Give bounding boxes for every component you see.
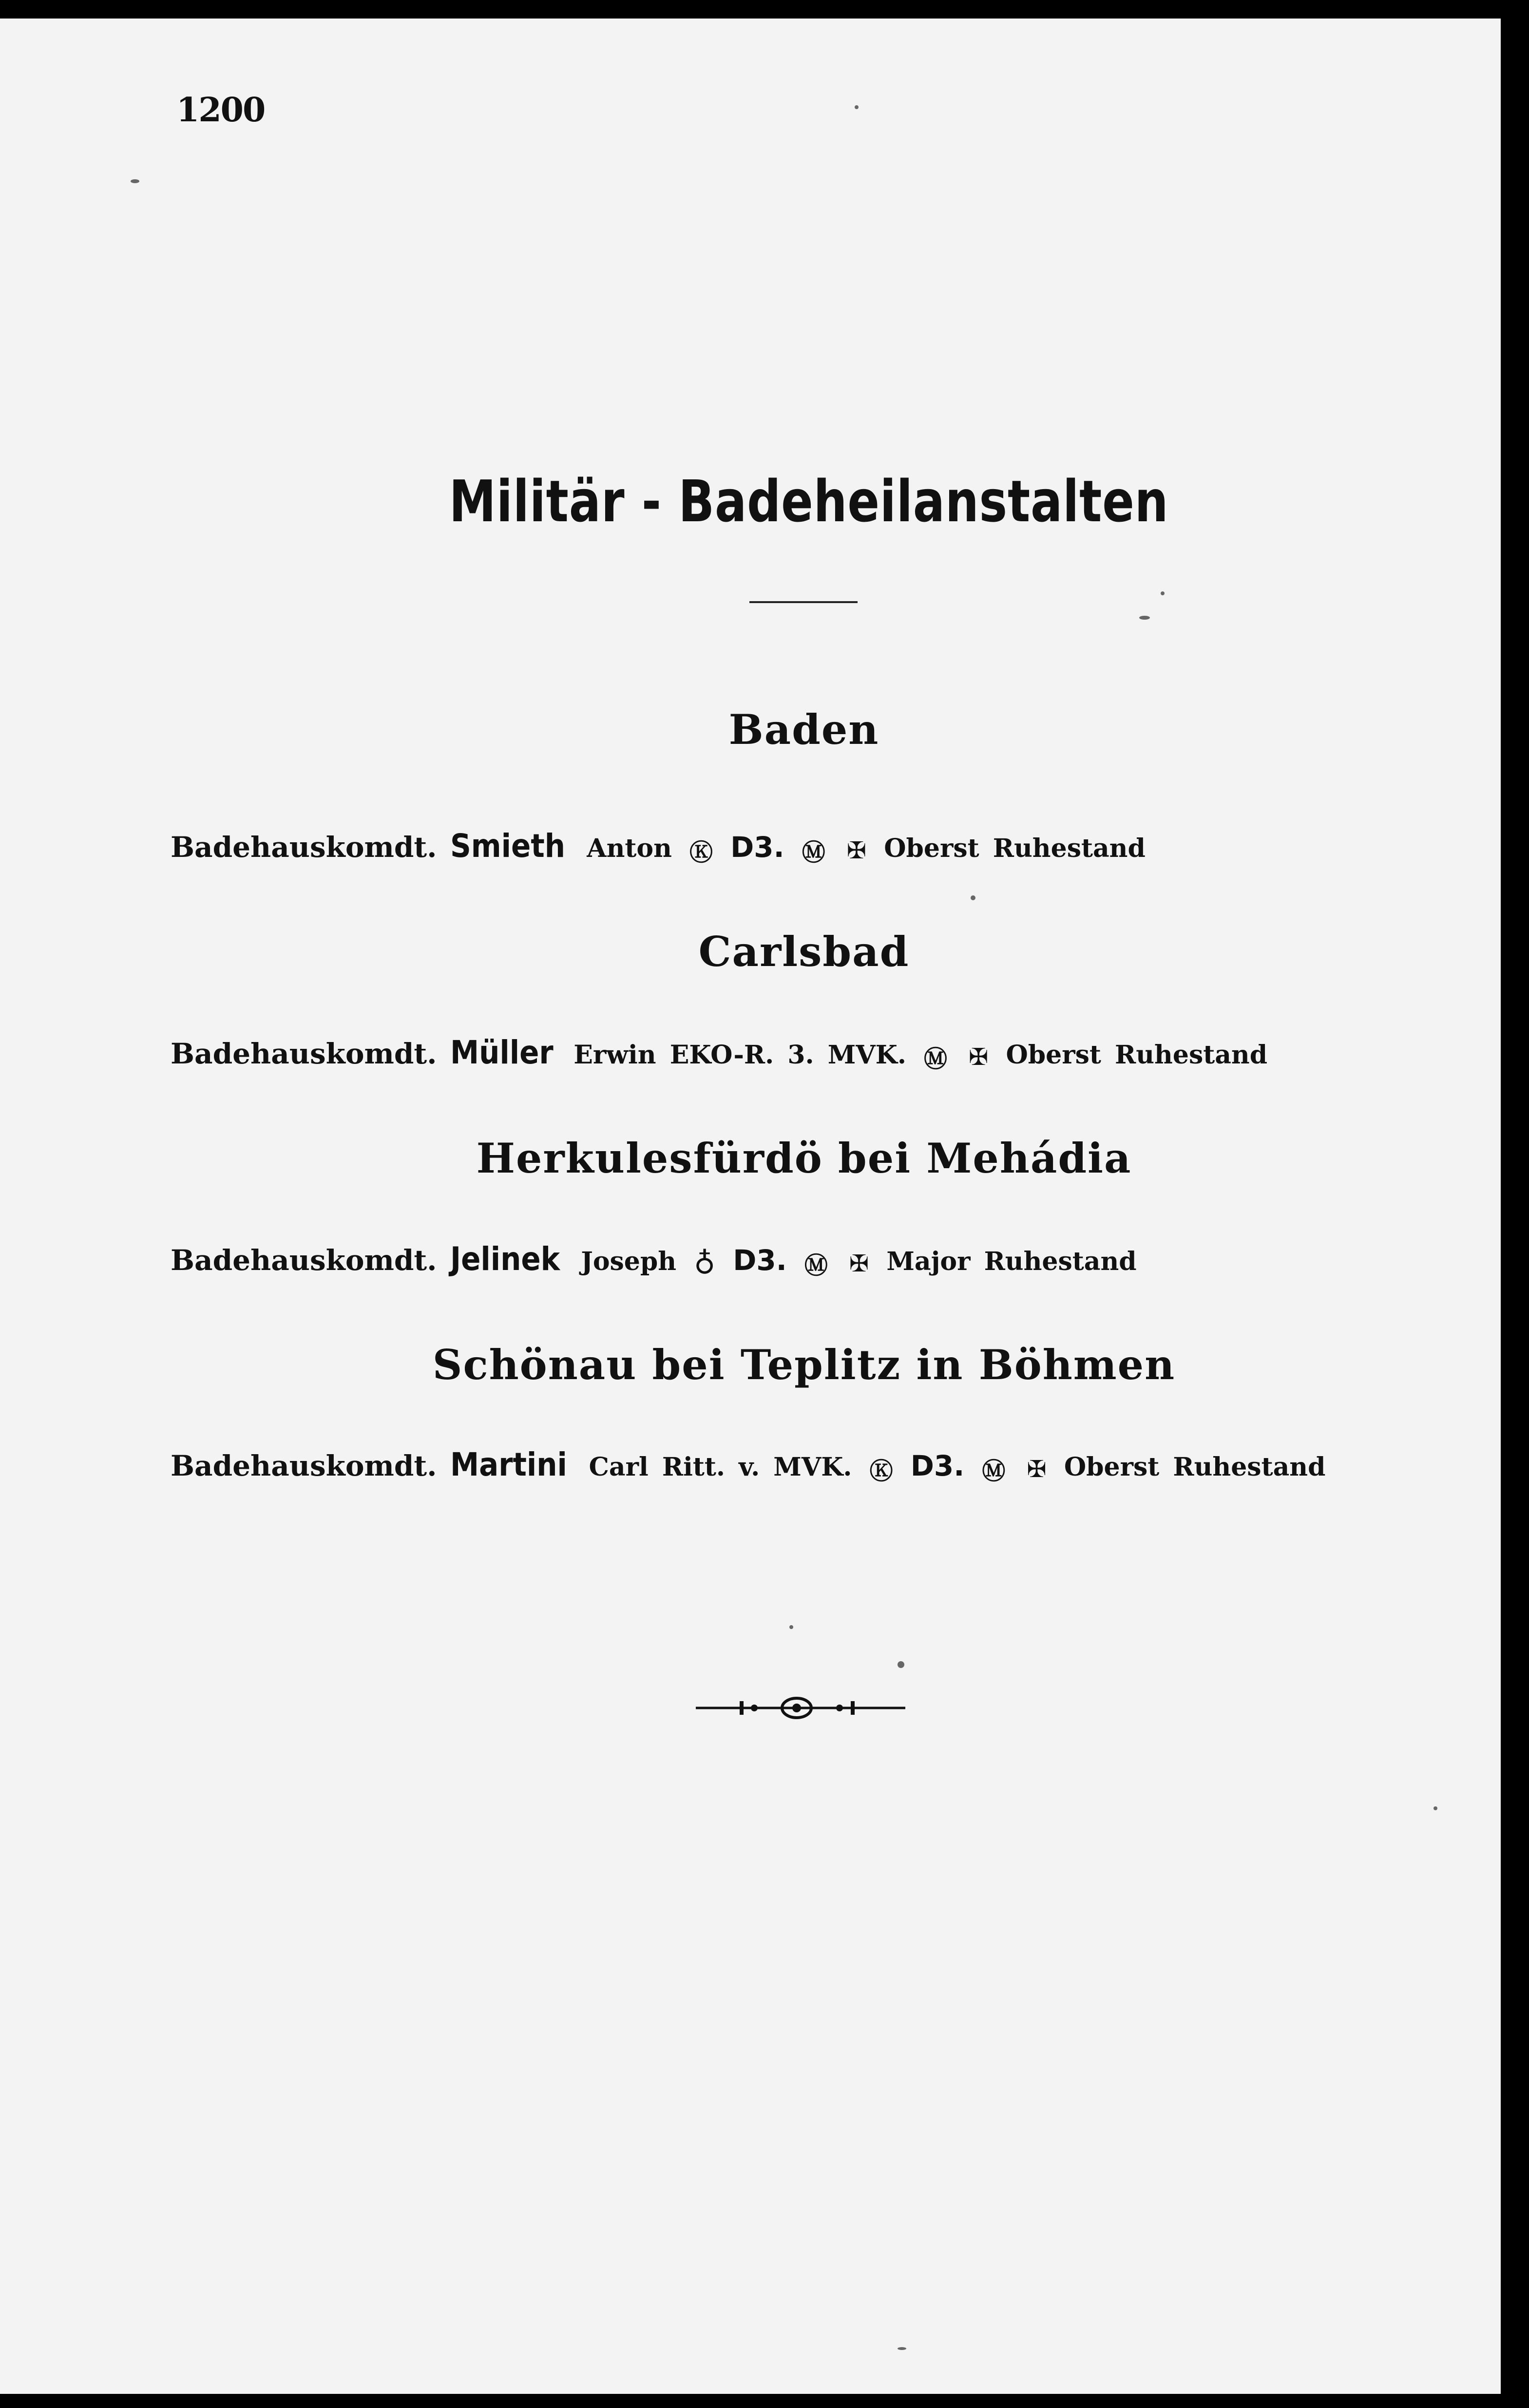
entry-rank-status: Oberst Ruhestand <box>1064 1452 1326 1482</box>
scan-speck <box>1139 616 1150 620</box>
scan-speck <box>898 2347 906 2350</box>
entry-role: Badehauskomdt. <box>171 1449 437 1482</box>
cross-icon: ✠ <box>846 836 867 864</box>
section-heading-carlsbad: Carlsbad <box>698 928 910 976</box>
entry-d3: D3. <box>910 1449 965 1482</box>
entry-role: Badehauskomdt. <box>171 831 437 864</box>
entry-rank-status: Oberst Ruhestand <box>1006 1040 1268 1070</box>
entry-details <box>589 1449 1326 1486</box>
k-emblem-icon: Ⓚ <box>689 839 713 866</box>
scan-speck <box>1433 1806 1437 1810</box>
entry-details <box>581 1244 1136 1281</box>
book-page <box>0 19 1501 2394</box>
decoration-icon: ♁ <box>694 1246 716 1281</box>
title-divider <box>749 601 858 603</box>
entry-martini <box>171 1446 1325 1486</box>
m-emblem-icon: Ⓜ <box>924 1045 948 1073</box>
page-number: 1200 <box>176 91 265 130</box>
entry-role: Badehauskomdt. <box>171 1244 437 1277</box>
ornament-divider-icon <box>696 1693 905 1723</box>
cross-icon: ✠ <box>849 1250 869 1277</box>
entry-d3: D3. <box>733 1244 787 1277</box>
entry-given-name: Carl Ritt. v. MVK. <box>589 1452 852 1482</box>
scan-speck <box>1161 591 1165 595</box>
section-heading-baden: Baden <box>728 705 879 754</box>
cross-icon: ✠ <box>1027 1455 1047 1483</box>
entry-surname: Smieth <box>450 827 566 865</box>
cross-icon: ✠ <box>969 1043 989 1071</box>
m-emblem-icon: Ⓜ <box>804 1252 828 1279</box>
section-heading-schoenau: Schönau bei Teplitz in Böhmen <box>432 1341 1176 1389</box>
entry-smieth <box>171 827 1146 867</box>
m-emblem-icon: Ⓜ <box>982 1458 1006 1485</box>
entry-rank-status: Major Ruhestand <box>886 1247 1137 1276</box>
k-emblem-icon: Ⓚ <box>869 1458 893 1485</box>
entry-d3: D3. <box>730 831 784 864</box>
entry-surname: Jelinek <box>450 1240 560 1278</box>
entry-rank-status: Oberst Ruhestand <box>884 834 1146 863</box>
entry-given-name: Erwin EKO-R. 3. MVK. <box>573 1040 906 1070</box>
entry-details <box>587 831 1146 867</box>
entry-jelinek <box>171 1240 1137 1281</box>
m-emblem-icon: Ⓜ <box>802 839 825 866</box>
entry-given-name: Joseph <box>581 1247 677 1276</box>
entry-surname: Müller <box>450 1034 554 1071</box>
entry-given-name: Anton <box>587 834 672 863</box>
scan-speck <box>131 179 139 183</box>
entry-surname: Martini <box>450 1446 567 1483</box>
scan-speck <box>898 1661 904 1668</box>
scan-speck <box>971 895 975 900</box>
section-heading-herkulesfuerdoe: Herkulesfürdö bei Mehádia <box>476 1134 1132 1182</box>
entry-role: Badehauskomdt. <box>171 1037 437 1070</box>
entry-details <box>573 1040 1267 1074</box>
scan-speck <box>789 1625 793 1629</box>
page-title: Militär - Badeheilanstalten <box>449 468 1169 535</box>
entry-mueller <box>171 1034 1267 1074</box>
scan-speck <box>855 105 859 109</box>
